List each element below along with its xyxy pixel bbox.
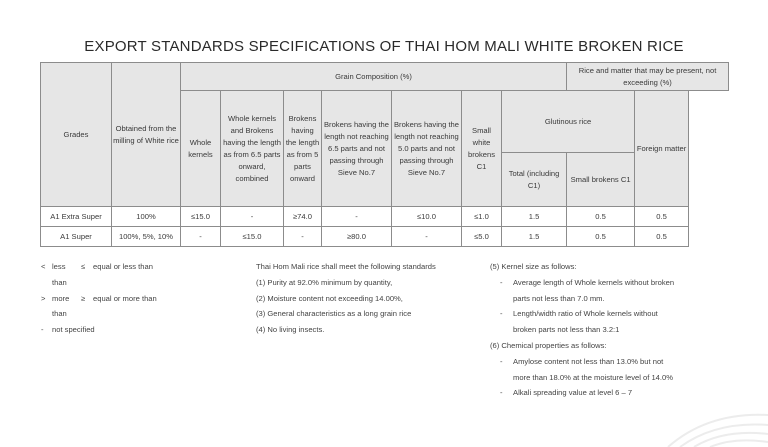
- legend-item: [41, 259, 157, 291]
- header-small-c1: Small brokens C1: [567, 153, 635, 207]
- kernel-length-text: Average length of Whole kernels without broken: [513, 277, 675, 287]
- legend-meaning: more than: [52, 293, 70, 319]
- chemical-heading: (6) Chemical properties as follows:: [490, 340, 607, 350]
- kernel-size-heading: (5) Kernel size as follows:: [490, 262, 577, 271]
- legend-symbol: ≥: [81, 293, 86, 303]
- legend-meaning: equal or more than: [93, 293, 157, 303]
- spec-table: [40, 62, 729, 247]
- legend-symbol: <: [41, 262, 46, 271]
- cell-whole-brokens: ≤15.0: [221, 227, 284, 247]
- header-brokens-65: Brokens having the length not reaching 6.5 parts and not passing through Sieve No.7: [322, 91, 392, 207]
- cell-brokens-50: -: [392, 227, 462, 247]
- cell-total: 1.5: [502, 207, 567, 227]
- cell-obtained: 100%, 5%, 10%: [112, 227, 181, 247]
- standard-item: (1) Purity at 92.0% minimum by quantity,: [256, 277, 393, 287]
- cell-brokens-65: -: [322, 207, 392, 227]
- header-small-white: Small white brokens C1: [462, 91, 502, 207]
- cell-whole-brokens: -: [221, 207, 284, 227]
- cell-brokens-5: ≥74.0: [284, 207, 322, 227]
- cell-brokens-5: -: [284, 227, 322, 247]
- legend-symbol: -: [41, 325, 44, 335]
- legend-item: [41, 322, 157, 338]
- cell-small-c1: 0.5: [567, 207, 635, 227]
- kernel-ratio-text-cont: broken parts not less than 3.2:1: [513, 325, 620, 335]
- standard-item: (2) Moisture content not exceeding 14.00%,: [256, 293, 403, 303]
- cell-small-c1: 0.5: [567, 227, 635, 247]
- header-grades: Grades: [41, 63, 112, 207]
- legend-meaning: equal or less than: [93, 262, 153, 271]
- cell-brokens-50: ≤10.0: [392, 207, 462, 227]
- kernel-ratio-text: Length/width ratio of Whole kernels without: [513, 309, 658, 319]
- standard-item: (3) General characteristics as a long grain rice: [256, 309, 412, 319]
- legend-symbol: ≤: [81, 262, 86, 271]
- cell-foreign: 0.5: [635, 227, 689, 247]
- kernel-length-text-cont: parts not less than 7.0 mm.: [513, 293, 605, 303]
- amylose-text: Amylose content not less than 13.0% but not: [513, 356, 664, 366]
- cell-grade: A1 Super: [41, 227, 112, 247]
- bullet-dash: -: [500, 356, 503, 366]
- header-foreign: Foreign matter: [635, 91, 689, 207]
- header-whole-kernels: Whole kernels: [181, 91, 221, 207]
- symbol-legend: [41, 259, 157, 338]
- header-rice-matter: Rice and matter that may be present, not exceeding (%): [567, 63, 729, 91]
- legend-meaning: less than: [52, 262, 67, 287]
- cell-grade: A1 Extra Super: [41, 207, 112, 227]
- standard-item: (4) No living insects.: [256, 325, 325, 335]
- header-grain-composition: Grain Composition (%): [181, 63, 567, 91]
- table-row: [41, 207, 729, 227]
- legend-symbol: >: [41, 293, 46, 303]
- amylose-text-cont: more than 18.0% at the moisture level of 14.0%: [513, 372, 673, 382]
- cell-foreign: 0.5: [635, 207, 689, 227]
- bullet-dash: -: [500, 388, 503, 398]
- cell-small-white: ≤5.0: [462, 227, 502, 247]
- decorative-swirl-icon: [658, 407, 768, 447]
- alkali-text: Alkali spreading value at level 6 – 7: [513, 388, 633, 398]
- legend-item: [41, 291, 157, 323]
- header-brokens-5: Brokens having the length as from 5 parts onward: [284, 91, 322, 207]
- standards-list: [256, 259, 436, 338]
- standards-intro: Thai Hom Mali rice shall meet the following standards: [256, 262, 436, 271]
- header-total: Total (including C1): [502, 153, 567, 207]
- header-obtained: Obtained from the milling of White rice: [112, 63, 181, 207]
- bullet-dash: -: [500, 309, 503, 319]
- cell-obtained: 100%: [112, 207, 181, 227]
- header-glutinous: Glutinous rice: [502, 91, 635, 153]
- page-title: EXPORT STANDARDS SPECIFICATIONS OF THAI HOM MALI WHITE BROKEN RICE: [84, 38, 684, 55]
- cell-whole: ≤15.0: [181, 207, 221, 227]
- header-whole-brokens: Whole kernels and Brokens having the length as from 6.5 parts onward, combined: [221, 91, 284, 207]
- kernel-properties: [490, 259, 674, 401]
- cell-brokens-65: ≥80.0: [322, 227, 392, 247]
- cell-whole: -: [181, 227, 221, 247]
- cell-total: 1.5: [502, 227, 567, 247]
- cell-small-white: ≤1.0: [462, 207, 502, 227]
- legend-meaning: not specified: [52, 325, 95, 335]
- table-row: [41, 227, 729, 247]
- header-brokens-50: Brokens having the length not reaching 5.0 parts and not passing through Sieve No.7: [392, 91, 462, 207]
- bullet-dash: -: [500, 277, 503, 287]
